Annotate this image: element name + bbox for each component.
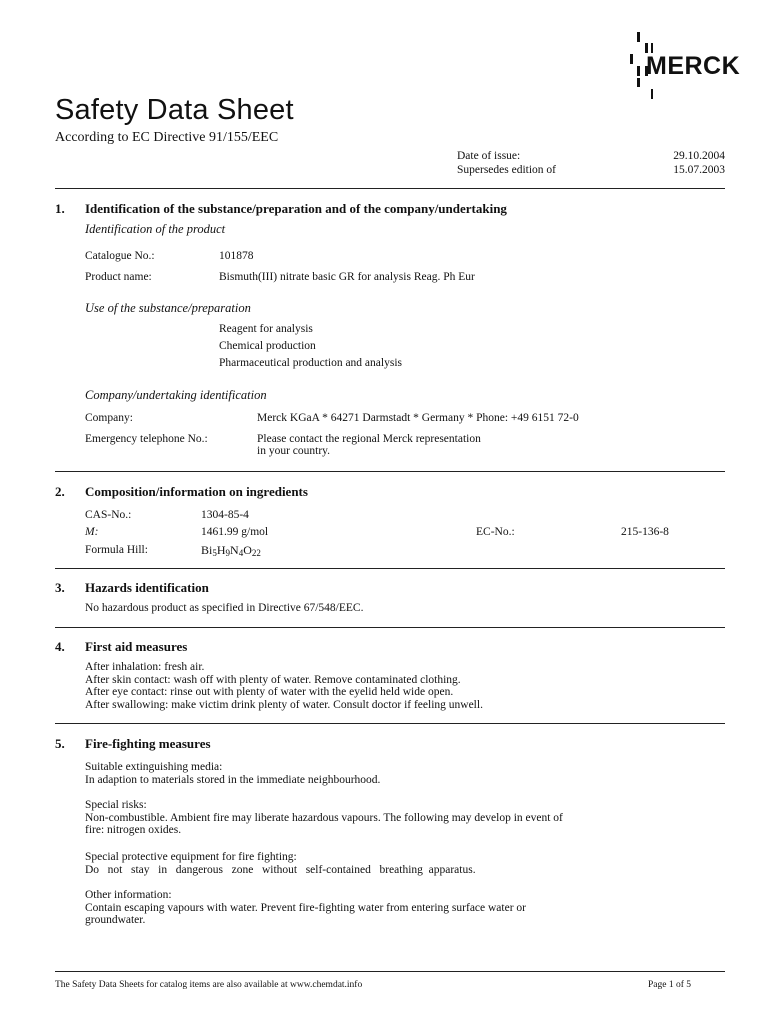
molar-mass-label: M: (85, 526, 99, 538)
use-item: Reagent for analysis (219, 323, 313, 335)
protective-equipment (85, 851, 685, 876)
other-information-text: Contain escaping vapours with water. Prevent fire-fighting water from entering surface water or (85, 901, 526, 914)
molar-mass-value: 1461.99 g/mol (201, 526, 269, 538)
merck-logo-wordmark: MERCK (646, 52, 741, 80)
hazards-text: No hazardous product as specified in Directive 67/548/EEC. (85, 602, 364, 614)
extinguishing-media-label: Suitable extinguishing media: (85, 761, 223, 773)
product-name-value: Bismuth(III) nitrate basic GR for analysis Reag. Ph Eur (219, 271, 475, 283)
divider (55, 568, 725, 569)
special-risks-text: Non-combustible. Ambient fire may liberate hazardous vapours. The following may develop in event of (85, 811, 563, 824)
divider (55, 723, 725, 724)
page-subtitle: According to EC Directive 91/155/EEC (55, 130, 279, 145)
company-value: Merck KGaA * 64271 Darmstadt * Germany * Phone: +49 6151 72-0 (257, 412, 579, 424)
formula-value: $Bi_5H_9N_4O_{22}$ (201, 543, 261, 558)
ec-label: EC-No.: (476, 526, 515, 538)
date-of-issue-label: Date of issue: (457, 150, 521, 162)
extinguishing-media (85, 761, 685, 786)
protective-equipment-label: Special protective equipment for fire fighting: (85, 851, 297, 863)
section-1-number: 1. (55, 201, 65, 216)
date-of-issue-value: 29.10.2004 (673, 150, 725, 162)
extinguishing-media-text: In adaption to materials stored in the immediate neighbourhood. (85, 773, 381, 786)
first-aid-line: After skin contact: wash off with plenty of water. Remove contaminated clothing. (85, 673, 461, 686)
first-aid-text (85, 661, 685, 711)
use-item: Pharmaceutical production and analysis (219, 357, 402, 369)
divider (55, 627, 725, 628)
other-information-label: Other information: (85, 889, 172, 901)
section-3-title: Hazards identification (85, 580, 209, 595)
special-risks (85, 799, 685, 837)
formula-label: Formula Hill: (85, 544, 148, 556)
page-title: Safety Data Sheet (55, 94, 294, 126)
section-1-title: Identification of the substance/preparation and of the company/undertaking (85, 201, 507, 216)
emergency-value-line1: Please contact the regional Merck representation (257, 433, 481, 445)
first-aid-line: After swallowing: make victim drink plenty of water. Consult doctor if feeling unwell. (85, 698, 483, 711)
section-5-title: Fire-fighting measures (85, 736, 211, 751)
section-3-number: 3. (55, 580, 65, 595)
section-4-title: First aid measures (85, 639, 188, 654)
catalogue-value: 101878 (219, 250, 254, 262)
merck-logo (627, 30, 741, 102)
other-information (85, 889, 685, 927)
section-2-title: Composition/information on ingredients (85, 484, 308, 499)
section-2-number: 2. (55, 484, 65, 499)
section-4-number: 4. (55, 639, 65, 654)
divider (55, 471, 725, 472)
ec-value: 215-136-8 (621, 526, 669, 538)
product-identification-heading: Identification of the product (85, 222, 226, 236)
footer-divider (55, 971, 725, 972)
protective-equipment-text: Do not stay in dangerous zone without self-contained breathing apparatus. (85, 863, 476, 876)
use-item: Chemical production (219, 340, 316, 352)
special-risks-text: fire: nitrogen oxides. (85, 824, 182, 836)
company-label: Company: (85, 412, 133, 424)
use-heading: Use of the substance/preparation (85, 301, 251, 315)
supersedes-value: 15.07.2003 (673, 164, 725, 176)
company-heading: Company/undertaking identification (85, 388, 267, 402)
cas-value: 1304-85-4 (201, 509, 249, 521)
section-5-number: 5. (55, 736, 65, 751)
first-aid-line: After inhalation: fresh air. (85, 661, 205, 673)
first-aid-line: After eye contact: rinse out with plenty of water with the eyelid held wide open. (85, 686, 454, 698)
emergency-value-line2: in your country. (257, 445, 331, 457)
product-name-label: Product name: (85, 271, 152, 283)
special-risks-label: Special risks: (85, 799, 147, 811)
footer-note: The Safety Data Sheets for catalog items are also available at www.chemdat.info (55, 980, 363, 990)
emergency-label: Emergency telephone No.: (85, 433, 208, 445)
other-information-text: groundwater. (85, 914, 146, 926)
catalogue-label: Catalogue No.: (85, 250, 155, 262)
page-number: Page 1 of 5 (647, 980, 691, 990)
cas-label: CAS-No.: (85, 509, 132, 521)
divider (55, 188, 725, 189)
supersedes-label: Supersedes edition of (457, 164, 557, 176)
